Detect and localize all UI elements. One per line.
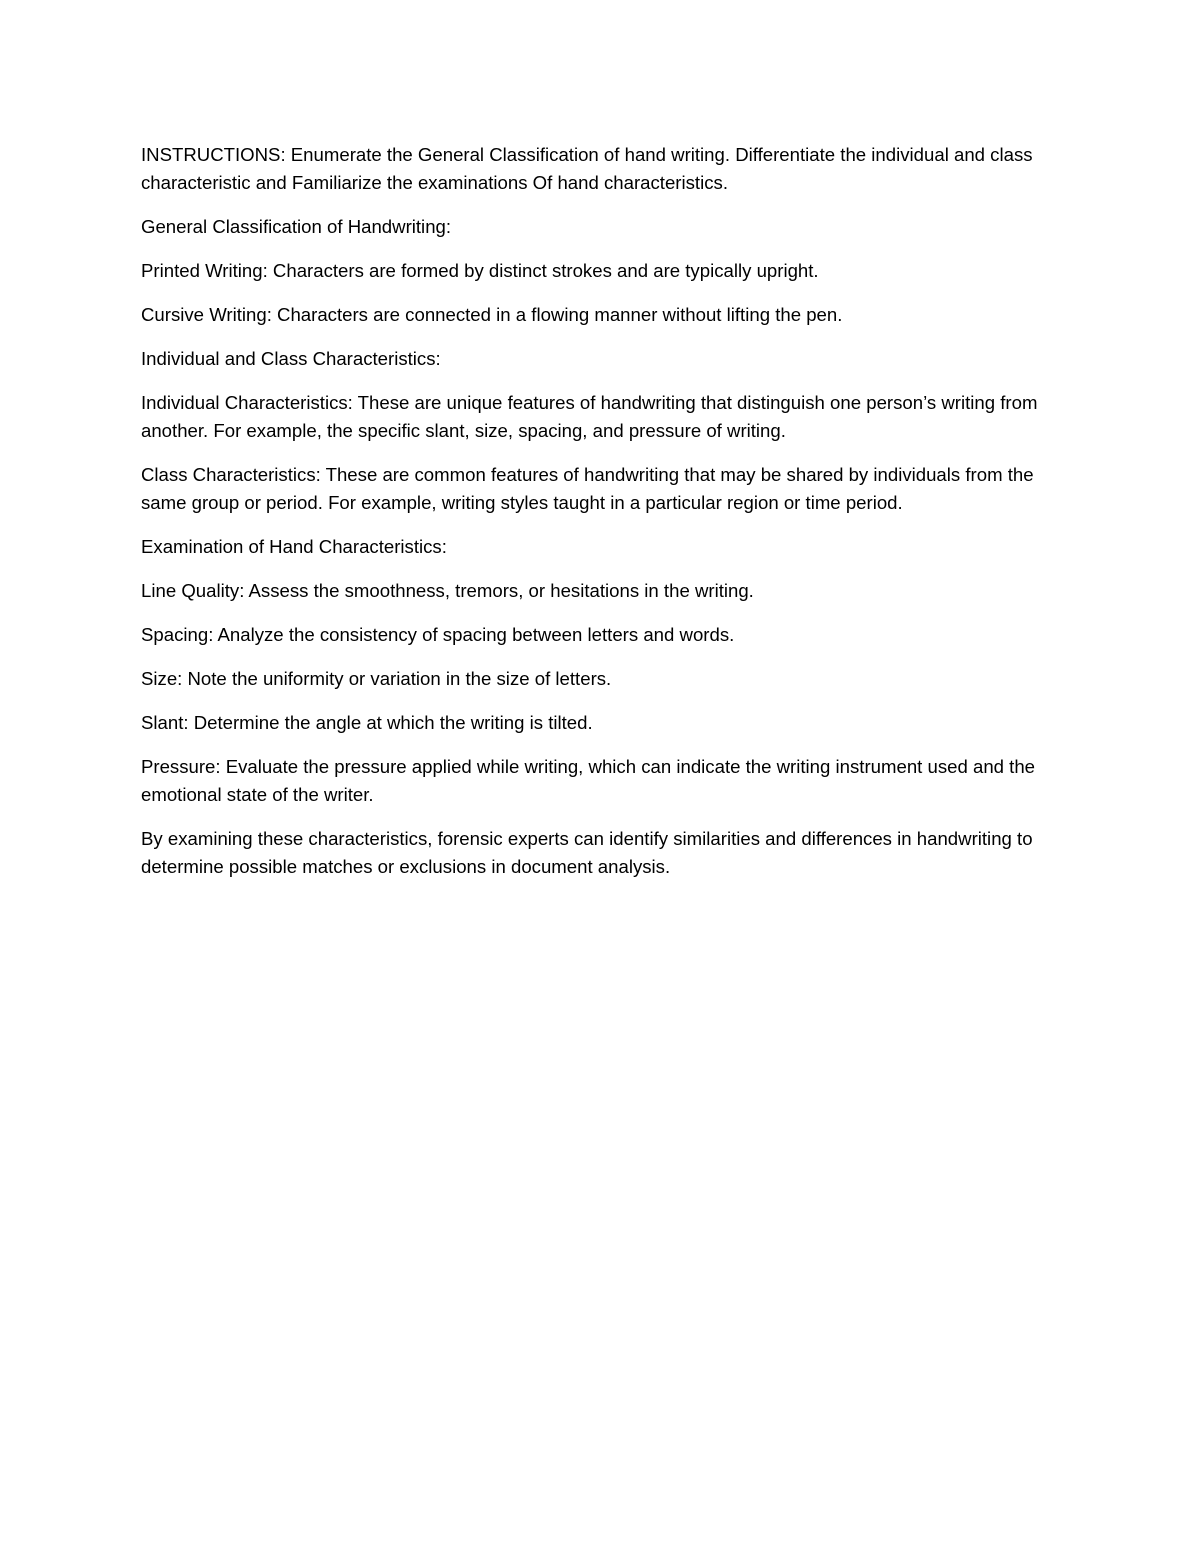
section-heading-individual-class: Individual and Class Characteristics: xyxy=(141,348,441,369)
line-quality-paragraph: Line Quality: Assess the smoothness, tremors, or hesitations in the writing. xyxy=(141,580,754,601)
individual-characteristics-paragraph: Individual Characteristics: These are unique features of handwriting that distinguish one person’s writing from another. For example, the specific slant, size, spacing, and pressure of writing. xyxy=(141,392,1038,441)
document-body xyxy=(141,141,1061,897)
section-heading-examination: Examination of Hand Characteristics: xyxy=(141,536,447,557)
size-paragraph: Size: Note the uniformity or variation in the size of letters. xyxy=(141,668,612,689)
section-heading-general-classification: General Classification of Handwriting: xyxy=(141,216,452,237)
conclusion-paragraph: By examining these characteristics, forensic experts can identify similarities and differences in handwriting to determine possible matches or exclusions in document analysis. xyxy=(141,828,1033,877)
spacing-paragraph: Spacing: Analyze the consistency of spacing between letters and words. xyxy=(141,624,735,645)
printed-writing-paragraph: Printed Writing: Characters are formed by distinct strokes and are typically upright. xyxy=(141,260,819,281)
instructions-paragraph: INSTRUCTIONS: Enumerate the General Classification of hand writing. Differentiate the individual and class characteristic and Familiarize the examinations Of hand characteristics. xyxy=(141,144,1033,193)
cursive-writing-paragraph: Cursive Writing: Characters are connected in a flowing manner without lifting the pen. xyxy=(141,304,843,325)
class-characteristics-paragraph: Class Characteristics: These are common features of handwriting that may be shared by individuals from the same group or period. For example, writing styles taught in a particular region or time period. xyxy=(141,464,1034,513)
pressure-paragraph: Pressure: Evaluate the pressure applied while writing, which can indicate the writing instrument used and the emotional state of the writer. xyxy=(141,756,1036,805)
slant-paragraph: Slant: Determine the angle at which the writing is tilted. xyxy=(141,712,593,733)
